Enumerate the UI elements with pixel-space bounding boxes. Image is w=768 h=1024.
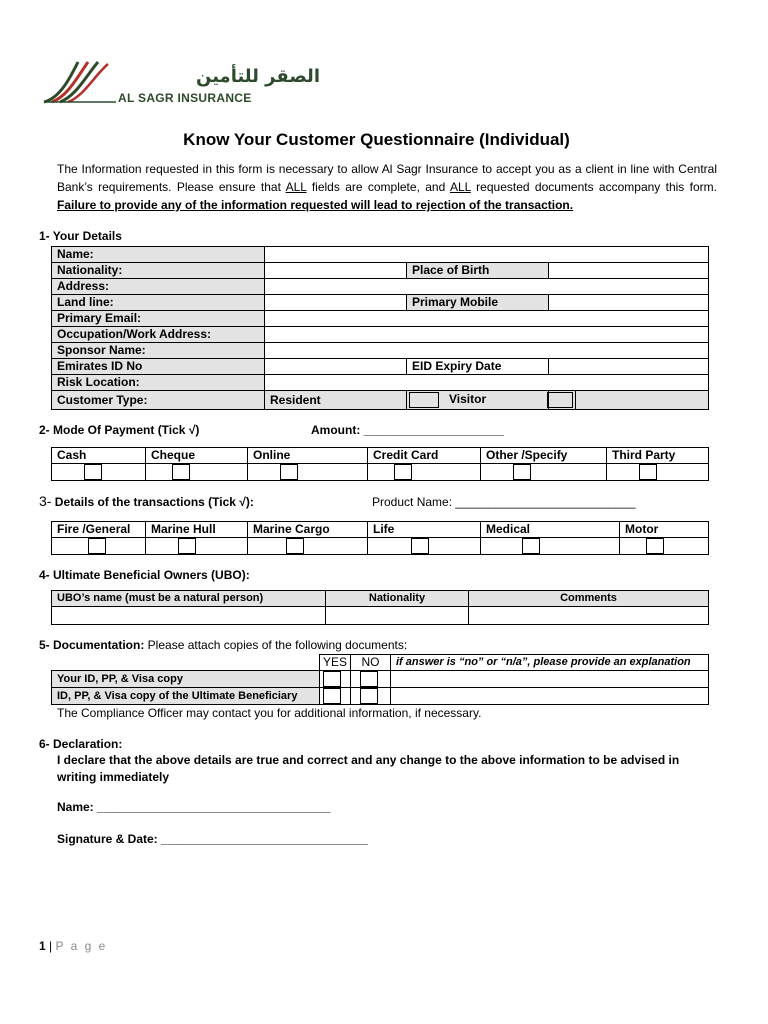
amount-line: Amount: _____________________ xyxy=(311,423,504,437)
label-place-of-birth: Place of Birth xyxy=(407,263,549,279)
payment-online-label: Online xyxy=(248,448,368,464)
signature-date-line[interactable]: Signature & Date: _______________________________ xyxy=(57,832,368,846)
primary-mobile-field[interactable] xyxy=(549,295,709,311)
logo-swoosh-icon xyxy=(40,58,120,106)
own-id-no-checkbox[interactable] xyxy=(360,671,378,687)
payment-cash-checkbox[interactable] xyxy=(84,464,102,480)
ubo-nationality-header: Nationality xyxy=(326,591,469,607)
page-footer: 1 | P a g e xyxy=(39,939,108,953)
page-title: Know Your Customer Questionnaire (Individual) xyxy=(183,130,570,149)
ubo-name-header: UBO’s name (must be a natural person) xyxy=(52,591,326,607)
txn-marine-cargo-checkbox[interactable] xyxy=(286,538,304,554)
documentation-table xyxy=(51,654,709,705)
label-nationality: Nationality: xyxy=(52,263,265,279)
primary-email-field[interactable] xyxy=(265,311,709,327)
emirates-id-field[interactable] xyxy=(265,359,407,375)
section4-heading: 4- Ultimate Beneficial Owners (UBO): xyxy=(39,568,250,582)
own-id-explanation-field[interactable] xyxy=(391,671,709,688)
label-eid-expiry: EID Expiry Date xyxy=(407,359,549,375)
resident-option: Resident xyxy=(265,391,407,410)
txn-motor-checkbox[interactable] xyxy=(646,538,664,554)
eid-expiry-field[interactable] xyxy=(549,359,709,375)
txn-life-label: Life xyxy=(368,522,481,538)
label-customer-type: Customer Type: xyxy=(52,391,265,410)
ubo-id-explanation-field[interactable] xyxy=(391,688,709,705)
rejection-warning: Failure to provide any of the information requested will lead to rejection of the transaction. xyxy=(57,198,574,212)
your-details-table xyxy=(51,246,709,410)
ubo-comments-header: Comments xyxy=(469,591,709,607)
section5-heading: 5- Documentation: Please attach copies of the following documents: xyxy=(39,638,408,652)
section3-heading: 3- Details of the transactions (Tick √): xyxy=(39,493,254,509)
payment-other-label: Other /Specify xyxy=(481,448,607,464)
txn-motor-label: Motor xyxy=(620,522,709,538)
label-name: Name: xyxy=(52,247,265,263)
transaction-type-table xyxy=(51,521,709,555)
label-emirates-id: Emirates ID No xyxy=(52,359,265,375)
section1-heading: 1- Your Details xyxy=(39,229,122,243)
label-primary-mobile: Primary Mobile xyxy=(407,295,549,311)
place-of-birth-field[interactable] xyxy=(549,263,709,279)
no-header: NO xyxy=(351,655,391,671)
payment-credit-card-label: Credit Card xyxy=(368,448,481,464)
name-field[interactable] xyxy=(265,247,709,263)
payment-cheque-checkbox[interactable] xyxy=(172,464,190,480)
payment-cash-label: Cash xyxy=(52,448,146,464)
intro-paragraph: The Information requested in this form is necessary to allow Al Sagr Insurance to accept you as a client in line with Central Bank’s requirements. Please ensure that ALL fields are complete, and ALL requested documents accompany this form. Failure to provide any of the information requested will lead to rejection of the transaction. xyxy=(57,162,717,212)
txn-medical-label: Medical xyxy=(481,522,620,538)
ubo-table xyxy=(51,590,709,625)
ubo-id-no-checkbox[interactable] xyxy=(360,688,378,704)
section6-heading: 6- Declaration: xyxy=(39,737,123,751)
resident-checkbox[interactable] xyxy=(409,392,439,408)
nationality-field[interactable] xyxy=(265,263,407,279)
sponsor-field[interactable] xyxy=(265,343,709,359)
visitor-checkbox[interactable] xyxy=(547,392,573,408)
risk-location-field[interactable] xyxy=(265,375,709,391)
txn-life-checkbox[interactable] xyxy=(411,538,429,554)
address-field[interactable] xyxy=(265,279,709,295)
occupation-field[interactable] xyxy=(265,327,709,343)
yes-header: YES xyxy=(320,655,351,671)
doc-row-own-id: Your ID, PP, & Visa copy xyxy=(52,671,320,688)
payment-third-party-label: Third Party xyxy=(607,448,709,464)
payment-online-checkbox[interactable] xyxy=(280,464,298,480)
logo-arabic-text: الصقر للتأمين xyxy=(196,66,320,87)
payment-third-party-checkbox[interactable] xyxy=(639,464,657,480)
payment-mode-table xyxy=(51,447,709,481)
declaration-name-line[interactable]: Name: ___________________________________ xyxy=(57,800,331,814)
label-sponsor: Sponsor Name: xyxy=(52,343,265,359)
payment-other-checkbox[interactable] xyxy=(513,464,531,480)
label-occupation: Occupation/Work Address: xyxy=(52,327,265,343)
label-primary-email: Primary Email: xyxy=(52,311,265,327)
declaration-text: I declare that the above details are true and correct and any change to the above information to be advised in writing immediately xyxy=(57,753,680,784)
txn-fire-label: Fire /General xyxy=(52,522,146,538)
ubo-name-field[interactable] xyxy=(52,607,326,625)
payment-credit-card-checkbox[interactable] xyxy=(394,464,412,480)
ubo-id-yes-checkbox[interactable] xyxy=(323,688,341,704)
compliance-note: The Compliance Officer may contact you for additional information, if necessary. xyxy=(57,706,482,720)
land-line-field[interactable] xyxy=(265,295,407,311)
txn-marine-hull-label: Marine Hull xyxy=(146,522,248,538)
txn-marine-hull-checkbox[interactable] xyxy=(178,538,196,554)
label-address: Address: xyxy=(52,279,265,295)
txn-marine-cargo-label: Marine Cargo xyxy=(248,522,368,538)
ubo-nationality-field[interactable] xyxy=(326,607,469,625)
label-risk-location: Risk Location: xyxy=(52,375,265,391)
payment-cheque-label: Cheque xyxy=(146,448,248,464)
label-land-line: Land line: xyxy=(52,295,265,311)
section2-heading: 2- Mode Of Payment (Tick √) xyxy=(39,423,200,437)
txn-medical-checkbox[interactable] xyxy=(522,538,540,554)
txn-fire-checkbox[interactable] xyxy=(88,538,106,554)
product-name-line: Product Name: ___________________________ xyxy=(372,495,636,509)
logo-english-text: AL SAGR INSURANCE xyxy=(118,91,252,105)
ubo-comments-field[interactable] xyxy=(469,607,709,625)
explanation-header: if answer is “no” or “n/a”, please provide an explanation xyxy=(391,655,709,671)
own-id-yes-checkbox[interactable] xyxy=(323,671,341,687)
doc-row-ubo-id: ID, PP, & Visa copy of the Ultimate Beneficiary xyxy=(52,688,320,705)
visitor-option: Visitor xyxy=(449,392,487,407)
